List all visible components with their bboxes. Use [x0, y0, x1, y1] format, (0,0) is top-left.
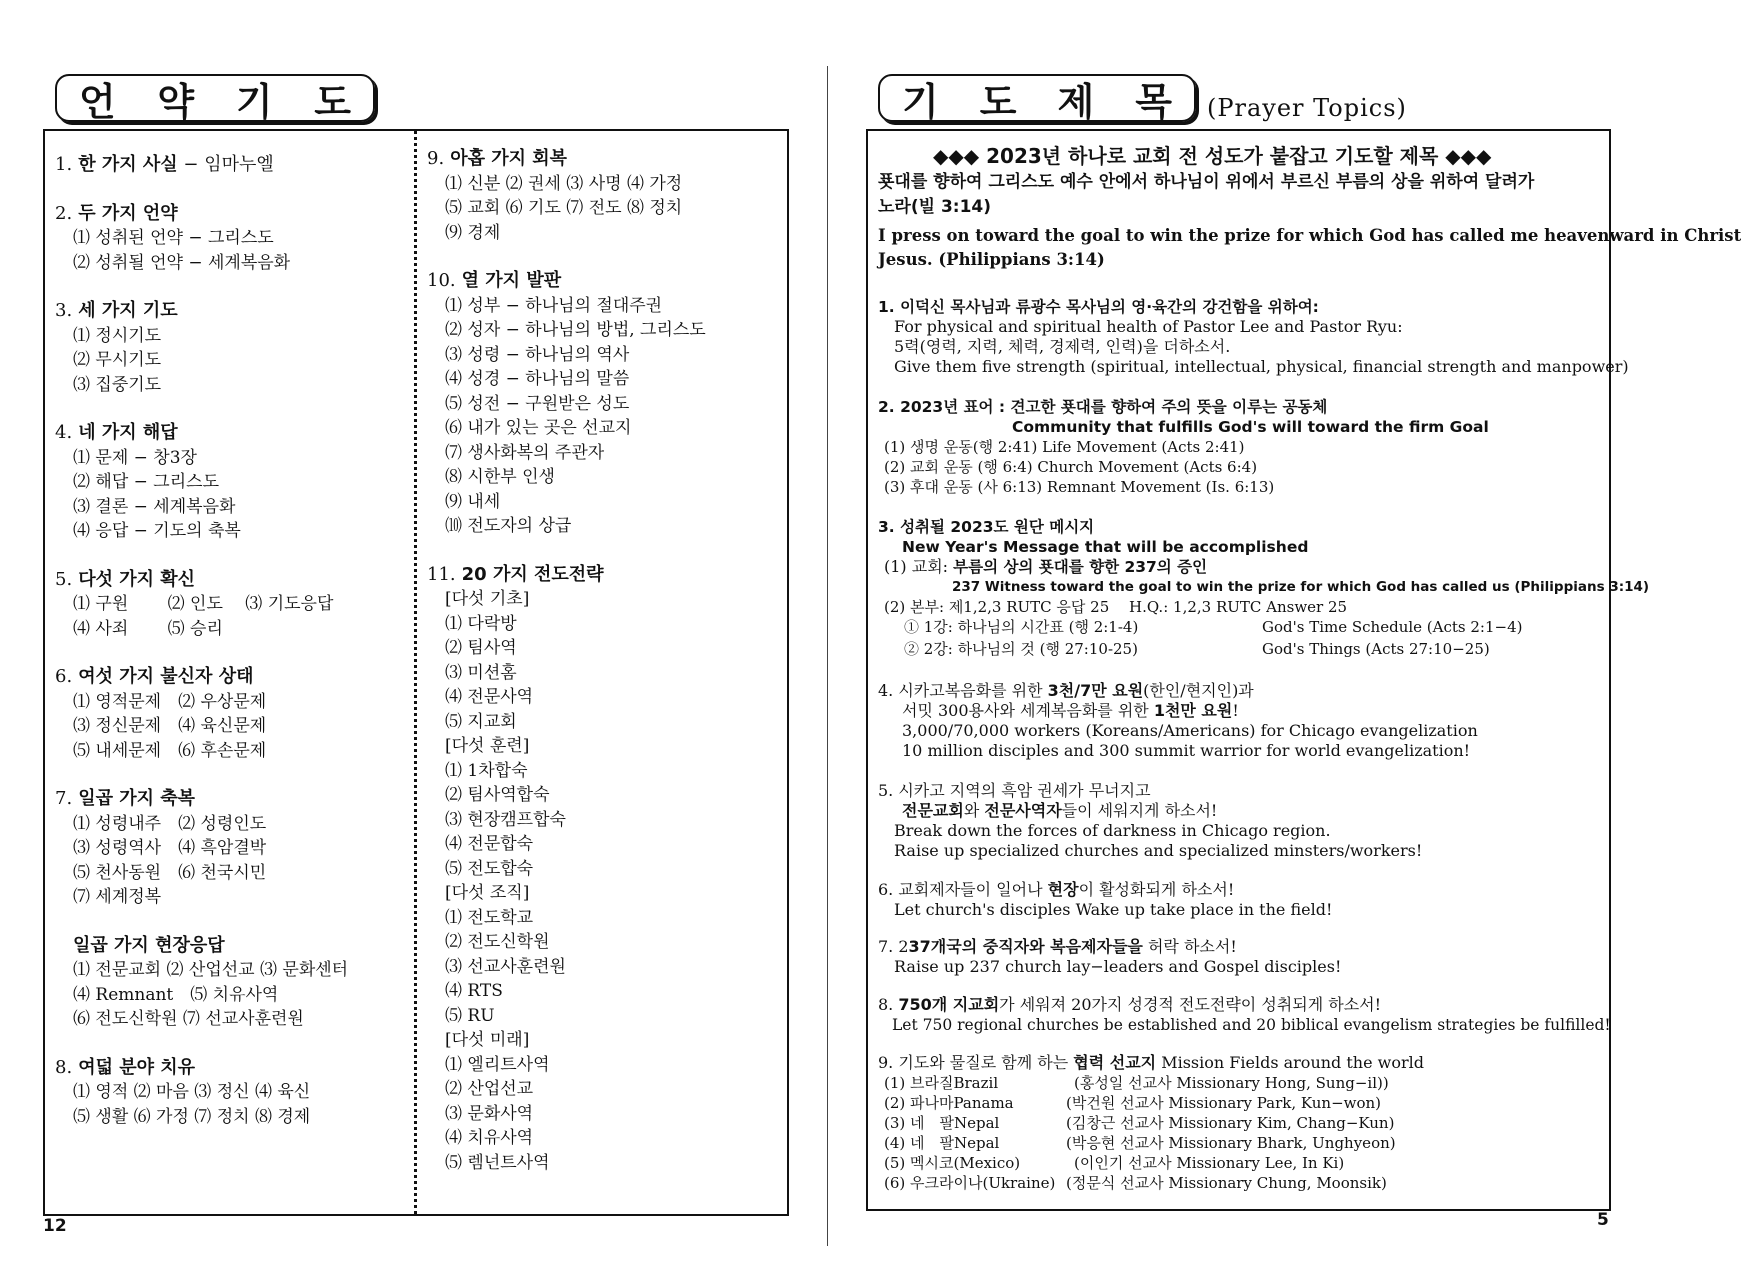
section [55, 934, 348, 1032]
section-number: 7. [55, 788, 73, 809]
topic-5-line: 전문교회와 전문사역자들이 세워지게 하소서! [902, 801, 1218, 820]
list-item: ⑹ 내가 있는 곳은 선교지 [445, 418, 632, 438]
list-item: ⑶ 집중기도 [73, 374, 162, 395]
section-heading [427, 269, 706, 294]
list-item: ⑴ 문제 − 창3장 [73, 447, 197, 468]
section-number: 3. [55, 300, 73, 321]
section-heading [55, 787, 348, 812]
list-item: ⑸ 교회 ⑹ 기도 ⑺ 전도 ⑻ 정치 [445, 198, 683, 218]
topic-2-subtitle: Community that fulfills God's will toward the firm Goal [1012, 418, 1489, 436]
topic-4-line: 4. 시카고복음화를 위한 3천/7만 요원(한인/현지인)과 [878, 681, 1254, 700]
topic-1-line: 5력(영력, 지력, 체력, 경제력, 인력)을 더하소서. [894, 337, 1231, 356]
section-title: 여섯 가지 불신자 상태 [78, 666, 254, 687]
section-number: 6. [55, 666, 73, 687]
list-item: [다섯 훈련] [445, 736, 530, 756]
section-number: 4. [55, 422, 73, 443]
topic-3-line: 237 Witness toward the goal to win the prize for which God has called us (Philippians 3:14) [952, 579, 1650, 595]
mission-country: (3) 네 팔Nepal [884, 1114, 1000, 1132]
section [427, 269, 706, 539]
list-item: ⑵ 팀사역 [445, 638, 517, 658]
section-title: 세 가지 기도 [78, 300, 178, 321]
section-number: 10. [427, 270, 456, 291]
section [427, 147, 706, 245]
list-item: ⑵ 무시기도 [73, 350, 162, 370]
section-title: 다섯 가지 확신 [78, 568, 196, 590]
verse-english-2: Jesus. (Philippians 3:14) [878, 250, 1105, 269]
list-item: ⑷ 전문합숙 [445, 834, 534, 854]
section-heading [55, 934, 348, 959]
section-title: 일곱 가지 축복 [78, 788, 196, 809]
list-item: ⑻ 시한부 인생 [445, 467, 555, 487]
list-item: ⑵ 팀사역합숙 [445, 785, 550, 805]
list-item: ⑵ 성취될 언약 − 세계복음화 [73, 252, 291, 273]
list-item: ⑺ 세계정복 [73, 887, 162, 907]
topic-2-line: (1) 생명 운동(행 2:41) Life Movement (Acts 2:41) [884, 438, 1245, 456]
section-number: 5. [55, 568, 73, 590]
mission-missionary: (박건원 선교사 Missionary Park, Kun−won) [1066, 1094, 1382, 1112]
list-item: ⑷ 전문사역 [445, 687, 534, 707]
list-item: ⑴ 신분 ⑵ 권세 ⑶ 사명 ⑷ 가정 [445, 173, 683, 194]
section-number: 8. [55, 1056, 73, 1078]
verse-korean-1: 푯대를 향하여 그리스도 예수 안에서 하나님이 위에서 부르신 부름의 상을 위하여 달려가 [878, 172, 1535, 192]
section-heading [55, 202, 348, 227]
list-item: ⑸ 내세문제 ⑹ 후손문제 [73, 740, 267, 761]
topic-7-line: Raise up 237 church lay−leaders and Gospel disciples! [894, 957, 1342, 976]
list-item: ⑴ 1차합숙 [445, 760, 528, 781]
topic-5-line: Break down the forces of darkness in Chicago region. [894, 821, 1331, 840]
list-item: ⑴ 성령내주 ⑵ 성령인도 [73, 813, 267, 834]
section-heading [55, 568, 348, 593]
section [55, 153, 348, 178]
section [427, 563, 706, 1176]
list-item: ⑸ 전도합숙 [445, 858, 534, 879]
list-item: ⑶ 결론 − 세계복음화 [73, 496, 236, 517]
list-item: ⑸ 생활 ⑹ 가정 ⑺ 정치 ⑻ 경제 [73, 1106, 311, 1127]
list-item: ⑶ 미션홈 [445, 662, 517, 683]
topic-4-line: 10 million disciples and 300 summit warrior for world evangelization! [902, 741, 1471, 760]
list-item: ⑵ 전도신학원 [445, 932, 550, 952]
section-suffix: − 임마누엘 [177, 154, 274, 175]
topic-6-line: 6. 교회제자들이 일어나 현장이 활성화되게 하소서! [878, 880, 1235, 899]
topic-2-title: 2. 2023년 표어 : 견고한 푯대를 향하여 주의 뜻을 이루는 공동체 [878, 398, 1328, 416]
left-title-char: 도 [314, 79, 351, 124]
topic-3-line: God's Time Schedule (Acts 2:1−4) [1262, 618, 1523, 636]
verse-korean-2: 노라(빌 3:14) [878, 197, 992, 217]
topic-7-line: 7. 237개국의 중직자와 복음제자들을 허락 하소서! [878, 937, 1237, 956]
topic-1-line: Give them five strength (spiritual, intellectual, physical, financial strength and manpower) [894, 357, 1629, 376]
topic-3-subtitle: New Year's Message that will be accomplished [902, 538, 1309, 556]
mission-missionary: (김창근 선교사 Missionary Kim, Chang−Kun) [1066, 1114, 1395, 1132]
page-number-left: 12 [43, 1216, 67, 1236]
list-item: ⑷ 응답 − 기도의 축복 [73, 521, 241, 541]
list-item: ⑸ 렘넌트사역 [445, 1152, 550, 1173]
topic-1-title: 1. 이덕신 목사님과 류광수 목사님의 영·육간의 강건함을 위하여: [878, 298, 1319, 316]
section-heading [427, 563, 706, 588]
section-title: 한 가지 사실 [78, 154, 178, 175]
list-item: ⑶ 선교사훈련원 [445, 956, 566, 977]
page-number-right: 5 [1597, 1210, 1609, 1230]
list-item: ⑵ 산업선교 [445, 1079, 534, 1099]
list-item: ⑵ 성자 − 하나님의 방법, 그리스도 [445, 320, 706, 340]
section [55, 568, 348, 642]
list-item: [다섯 조직] [445, 883, 530, 903]
section-number: 2. [55, 202, 73, 224]
topic-3-line: ② 2강: 하나님의 것 (행 27:10-25) [904, 640, 1138, 658]
topic-3-title: 3. 성취될 2023도 원단 메시지 [878, 518, 1095, 536]
topic-3-line: God's Things (Acts 27:10−25) [1262, 640, 1490, 658]
section-title: 20 가지 전도전략 [461, 563, 604, 585]
section-number: 11. [427, 563, 456, 585]
right-title-char: 기 [902, 79, 939, 124]
mission-country: (4) 네 팔Nepal [884, 1134, 1000, 1152]
left-title-box [55, 74, 375, 122]
section-title: 열 가지 발판 [461, 270, 562, 291]
left-column-2 [427, 147, 706, 1199]
mission-country: (6) 우크라이나(Ukraine) [884, 1174, 1056, 1192]
list-item: ⑴ 영적 ⑵ 마음 ⑶ 정신 ⑷ 육신 [73, 1082, 311, 1102]
topic-8-line: Let 750 regional churches be established and 20 biblical evangelism strategies be fulfilled! [892, 1016, 1611, 1034]
list-item: [다섯 미래] [445, 1030, 530, 1050]
list-item: ⑴ 정시기도 [73, 325, 162, 346]
section [55, 202, 348, 276]
list-item: ⑴ 성부 − 하나님의 절대주권 [445, 295, 663, 316]
list-item: ⑼ 경제 [445, 222, 501, 243]
section-title: 두 가지 언약 [78, 202, 178, 224]
list-item: ⑴ 영적문제 ⑵ 우상문제 [73, 691, 267, 712]
list-item: ⑸ RU [445, 1005, 495, 1026]
list-item: ⑸ 지교회 [445, 711, 517, 732]
section [55, 787, 348, 910]
section [55, 421, 348, 544]
list-item: ⑶ 현장캠프합숙 [445, 809, 566, 830]
topic-1-line: For physical and spiritual health of Pastor Lee and Pastor Ryu: [894, 317, 1403, 336]
left-title-char: 약 [157, 79, 195, 124]
topic-4-line: 3,000/70,000 workers (Koreans/Americans) for Chicago evangelization [902, 721, 1478, 740]
list-item: ⑵ 해답 − 그리스도 [73, 472, 219, 492]
mission-missionary: (이인기 선교사 Missionary Lee, In Ki) [1074, 1154, 1345, 1172]
topic-3-line: ① 1강: 하나님의 시간표 (행 2:1-4) [904, 618, 1139, 636]
page-fold [827, 66, 828, 1246]
topic-3-line: (2) 본부: 제1,2,3 RUTC 응답 25 H.Q.: 1,2,3 RUTC Answer 25 [884, 598, 1348, 616]
section [55, 299, 348, 397]
topic-2-line: (3) 후대 운동 (사 6:13) Remnant Movement (Is. 6:13) [884, 478, 1275, 496]
mission-country: (5) 멕시코(Mexico) [884, 1154, 1021, 1172]
right-title-char: 제 [1057, 79, 1095, 124]
list-item: ⑹ 전도신학원 ⑺ 선교사훈련원 [73, 1009, 304, 1029]
list-item: ⑴ 전도학교 [445, 907, 534, 928]
section-heading [55, 665, 348, 690]
list-item: ⑷ 치유사역 [445, 1128, 534, 1148]
topic-4-line: 서밋 300용사와 세계복음화를 위한 1천만 요원! [902, 701, 1239, 720]
topic-8-line: 8. 750개 지교회가 세워져 20가지 성경적 전도전략이 성취되게 하소서! [878, 995, 1382, 1014]
column-divider [414, 131, 417, 1214]
topic-6-line: Let church's disciples Wake up take place in the field! [894, 900, 1333, 919]
list-item: ⑷ 성경 − 하나님의 말씀 [445, 369, 630, 389]
right-subtitle: (Prayer Topics) [1207, 94, 1407, 122]
list-item: ⑴ 다락방 [445, 613, 517, 634]
list-item: ⑴ 엘리트사역 [445, 1054, 550, 1075]
section-heading [55, 299, 348, 324]
section-heading [427, 147, 706, 172]
list-item: ⑷ 사죄 ⑸ 승리 [73, 618, 223, 639]
list-item: ⑽ 전도자의 상급 [445, 516, 572, 536]
left-column-1 [55, 153, 348, 1153]
list-item: ⑺ 생사화복의 주관자 [445, 442, 605, 463]
topic-5-line: Raise up specialized churches and specialized minsters/workers! [894, 841, 1423, 860]
list-item: ⑸ 천사동원 ⑹ 천국시민 [73, 862, 267, 883]
section-number: 1. [55, 154, 73, 175]
section-number: 9. [427, 148, 445, 169]
mission-country: (1) 브라질Brazil [884, 1074, 999, 1092]
left-title-char: 언 [79, 79, 116, 124]
topic-3-line: (1) 교회: 부름의 상의 푯대를 향한 237의 증인 [884, 557, 1208, 576]
topic-9-line: 9. 기도와 물질로 함께 하는 협력 선교지 Mission Fields around the world [878, 1053, 1424, 1072]
list-item: ⑶ 성령역사 ⑷ 흑암결박 [73, 838, 267, 858]
section-heading [55, 421, 348, 446]
mission-country: (2) 파나마Panama [884, 1094, 1014, 1112]
section-heading [55, 1056, 348, 1081]
verse-english-1: I press on toward the goal to win the prize for which God has called me heavenward in Christ [878, 226, 1741, 245]
list-item: ⑴ 전문교회 ⑵ 산업선교 ⑶ 문화센터 [73, 960, 349, 980]
mission-missionary: (박응현 선교사 Missionary Bhark, Unghyeon) [1066, 1134, 1396, 1152]
prayer-topics-content [878, 0, 1741, 1275]
section-title: 일곱 가지 현장응답 [73, 934, 225, 956]
section [55, 1056, 348, 1130]
list-item: ⑴ 성취된 언약 − 그리스도 [73, 228, 274, 248]
section-title: 아홉 가지 회복 [450, 148, 568, 169]
left-title-char: 기 [235, 79, 273, 124]
section-title: 네 가지 해답 [78, 422, 178, 443]
mission-missionary: (홍성일 선교사 Missionary Hong, Sung−il)) [1074, 1074, 1389, 1092]
prayer-heading: ◆◆◆ 2023년 하나로 교회 전 성도가 붙잡고 기도할 제목 ◆◆◆ [933, 144, 1492, 168]
list-item: ⑼ 내세 [445, 491, 501, 512]
list-item: ⑸ 성전 − 구원받은 성도 [445, 393, 630, 414]
list-item: [다섯 기초] [445, 589, 530, 609]
right-title-char: 목 [1135, 79, 1172, 124]
list-item: ⑷ RTS [445, 981, 503, 1001]
list-item: ⑴ 구원 ⑵ 인도 ⑶ 기도응답 [73, 594, 334, 614]
list-item: ⑶ 정신문제 ⑷ 육신문제 [73, 716, 267, 736]
section-title: 여덟 분야 치유 [78, 1056, 196, 1078]
list-item: ⑷ Remnant ⑸ 치유사역 [73, 984, 279, 1005]
mission-missionary: (정문식 선교사 Missionary Chung, Moonsik) [1066, 1174, 1387, 1192]
topic-2-line: (2) 교회 운동 (행 6:4) Church Movement (Acts 6:4) [884, 458, 1258, 476]
list-item: ⑶ 성령 − 하나님의 역사 [445, 344, 630, 365]
list-item: ⑶ 문화사역 [445, 1103, 534, 1124]
topic-5-line: 5. 시카고 지역의 흑암 권세가 무너지고 [878, 781, 1151, 800]
section [55, 665, 348, 763]
section-heading [55, 153, 348, 178]
right-title-char: 도 [979, 79, 1017, 124]
